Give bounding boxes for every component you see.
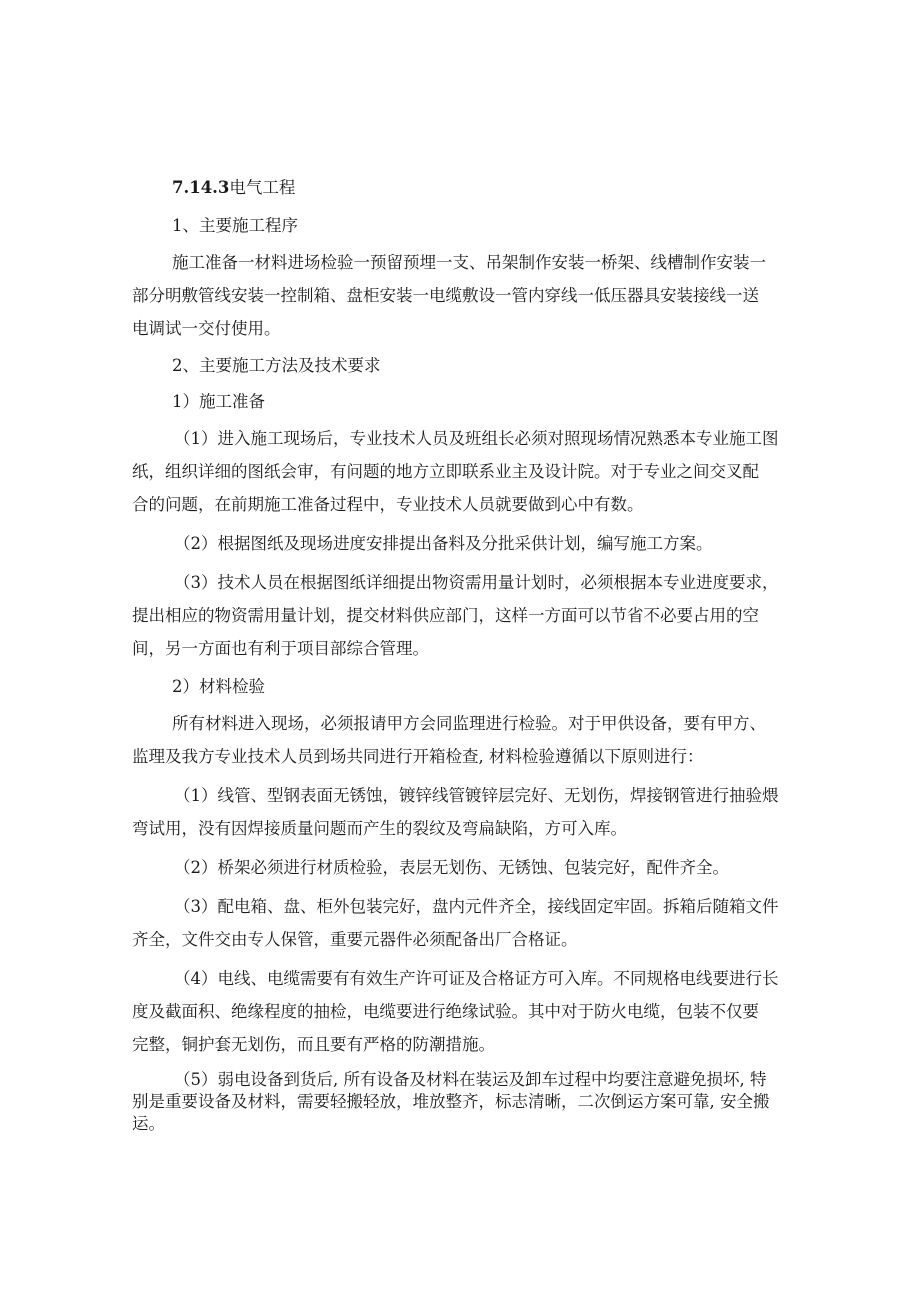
paragraph-inspection-1 — [132, 779, 792, 845]
subheading-text: 1、主要施工程序 — [172, 216, 298, 235]
paragraph-prep-2 — [132, 527, 792, 560]
paragraph-line: （2）桥架必须进行材质检验，表层无划伤、无锈蚀、包装完好，配件齐全。 — [174, 858, 729, 877]
subheading-2-1 — [132, 384, 792, 420]
paragraph-prep-1 — [132, 422, 792, 521]
paragraph-inspection-3 — [132, 890, 792, 956]
subheading-text: 2）材料检验 — [172, 677, 265, 696]
paragraph-inspection-intro — [132, 707, 792, 773]
paragraph-line: 齐全，文件交由专人保管，重要元器件必须配备出厂合格证。 — [132, 930, 578, 949]
paragraph-line: 电调试一交付使用。 — [132, 319, 281, 338]
paragraph-line: 完整，铜护套无划伤，而且要有严格的防潮措施。 — [132, 1035, 495, 1054]
paragraph-line: （5）弱电设备到货后, 所有设备及材料在装运及卸车过程中均要注意避免损坏, 特 — [174, 1070, 767, 1089]
paragraph-line: （2）根据图纸及现场进度安排提出备料及分批采供计划，编写施工方案。 — [174, 534, 713, 553]
paragraph-line: 纸，组织详细的图纸会审，有问题的地方立即联系业主及设计院。对于专业之间交叉配 — [132, 462, 759, 481]
subheading-text: 2、主要施工方法及技术要求 — [172, 356, 381, 375]
paragraph-inspection-5 — [132, 1069, 792, 1135]
paragraph-line: 度及截面积、绝缘程度的抽检，电缆要进行绝缘试验。其中对于防火电缆，包装不仅要 — [132, 1002, 759, 1021]
subheading-1 — [132, 208, 792, 244]
paragraph-line: 监理及我方专业技术人员到场共同进行开箱检查, 材料检验遵循以下原则进行： — [132, 747, 704, 766]
paragraph-line: （4）电线、电缆需要有有效生产许可证及合格证方可入库。不同规格电线要进行长 — [174, 969, 779, 988]
paragraph-line: 间，另一方面也有利于项目部综合管理。 — [132, 639, 429, 658]
paragraph-inspection-2 — [132, 851, 792, 884]
paragraph-line: 提出相应的物资需用量计划，提交材料供应部门，这样一方面可以节省不必要占用的空 — [132, 606, 759, 625]
paragraph-line: 运。 — [132, 1114, 165, 1133]
paragraph-procedure — [132, 246, 792, 345]
paragraph-line: （1）进入施工现场后，专业技术人员及班组长必须对照现场情况熟悉本专业施工图 — [174, 429, 779, 448]
section-number: 7.14.3 — [172, 178, 230, 197]
paragraph-line: （3）配电箱、盘、柜外包装完好，盘内元件齐全，接线固定牢固。拆箱后随箱文件 — [174, 897, 779, 916]
paragraph-line: 合的问题，在前期施工准备过程中，专业技术人员就要做到心中有数。 — [132, 495, 644, 514]
section-title: 电气工程 — [229, 178, 296, 197]
paragraph-prep-3 — [132, 566, 792, 665]
subheading-text: 1）施工准备 — [172, 392, 265, 411]
paragraph-line: （3）技术人员在根据图纸详细提出物资需用量计划时，必须根据本专业进度要求， — [174, 573, 779, 592]
subheading-2-2 — [132, 669, 792, 705]
paragraph-line: 施工准备一材料进场检验一预留预埋一支、吊架制作安装一桥架、线槽制作安装一 — [172, 253, 766, 272]
paragraph-line: 弯试用，没有因焊接质量问题而产生的裂纹及弯扁缺陷，方可入库。 — [132, 819, 627, 838]
document-body — [132, 170, 792, 1135]
paragraph-line: （1）线管、型钢表面无锈蚀，镀锌线管镀锌层完好、无划伤，焊接钢管进行抽验煨 — [174, 786, 779, 805]
section-heading — [132, 170, 792, 206]
paragraph-line: 部分明敷管线安装一控制箱、盘柜安装一电缆敷设一管内穿线一低压器具安装接线一送 — [132, 286, 759, 305]
paragraph-line: 所有材料进入现场，必须报请甲方会同监理进行检验。对于甲供设备，要有甲方、 — [172, 714, 766, 733]
paragraph-inspection-4 — [132, 962, 792, 1061]
subheading-2 — [132, 348, 792, 384]
paragraph-line: 别是重要设备及材料，需要轻搬轻放，堆放整齐，标志清晰，二次倒运方案可靠, 安全搬 — [132, 1092, 770, 1111]
